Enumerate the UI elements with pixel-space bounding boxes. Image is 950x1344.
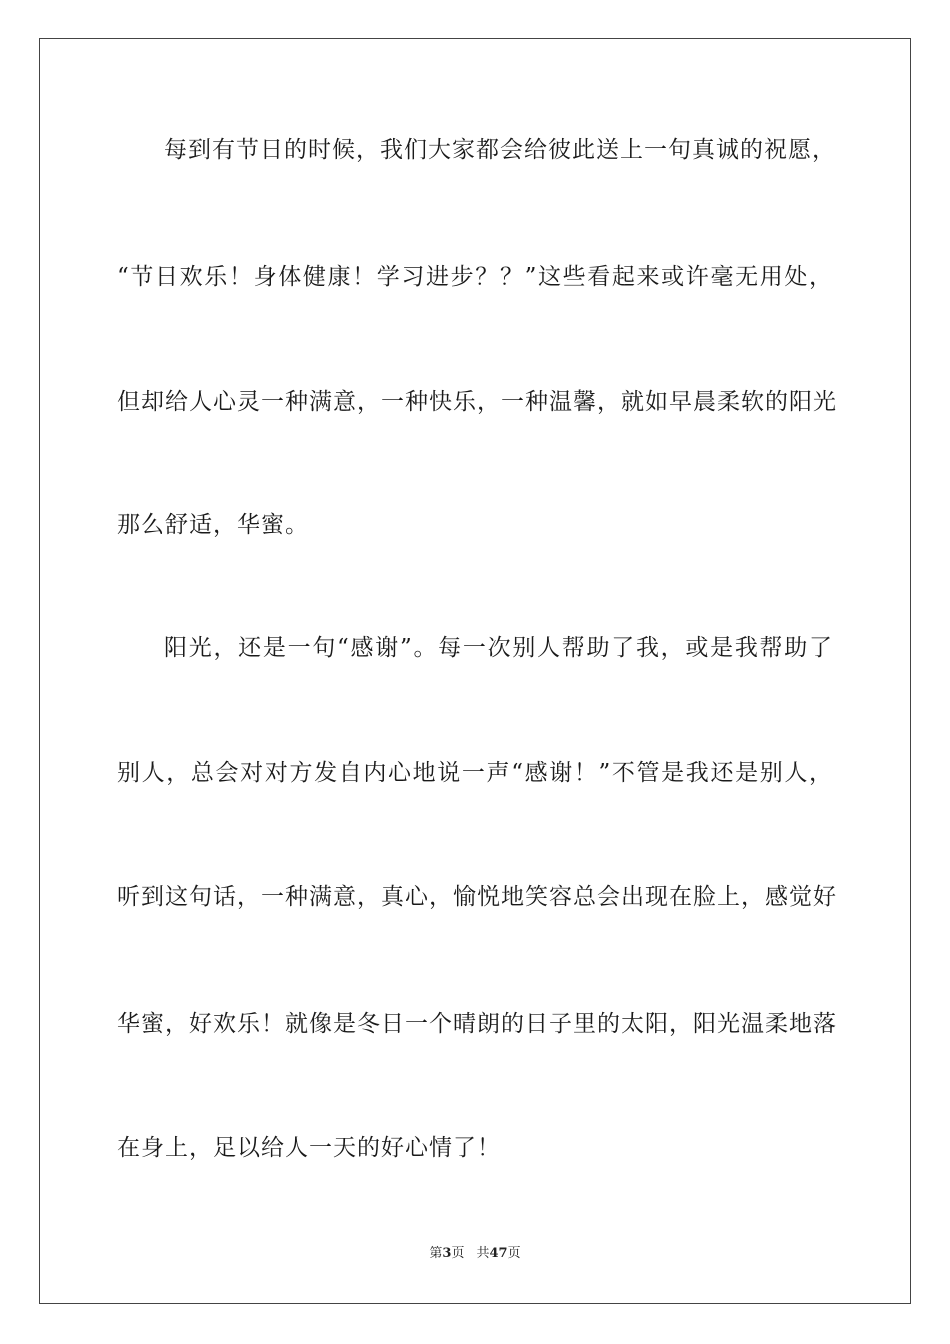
text-line: “节日欢乐！身体健康！学习进步？？”这些看起来或许毫无用处，: [117, 264, 833, 290]
text-line: 每到有节日的时候，我们大家都会给彼此送上一句真诚的祝愿，: [164, 137, 836, 163]
text-line: 听到这句话，一种满意，真心，愉悦地笑容总会出现在脸上，感觉好: [117, 884, 837, 910]
text-line: 华蜜，好欢乐！就像是冬日一个晴朗的日子里的太阳，阳光温柔地落: [117, 1011, 837, 1037]
total-prefix: 共: [476, 1246, 490, 1261]
page-suffix: 页: [451, 1246, 465, 1261]
page-number: 3: [442, 1246, 452, 1261]
total-pages: 47: [489, 1246, 508, 1261]
total-suffix: 页: [507, 1246, 521, 1261]
page-footer: [0, 1245, 950, 1263]
text-line: 别人，总会对对方发自内心地说一声“感谢！”不管是我还是别人，: [117, 760, 833, 786]
text-line: 在身上，足以给人一天的好心情了！: [117, 1135, 501, 1161]
text-line: 那么舒适，华蜜。: [117, 512, 309, 538]
page-prefix: 第: [429, 1246, 443, 1261]
page-border: [39, 38, 911, 1304]
text-line: 阳光，还是一句“感谢”。每一次别人帮助了我，或是我帮助了: [164, 635, 833, 661]
text-line: 但却给人心灵一种满意，一种快乐，一种温馨，就如早晨柔软的阳光: [117, 389, 837, 415]
